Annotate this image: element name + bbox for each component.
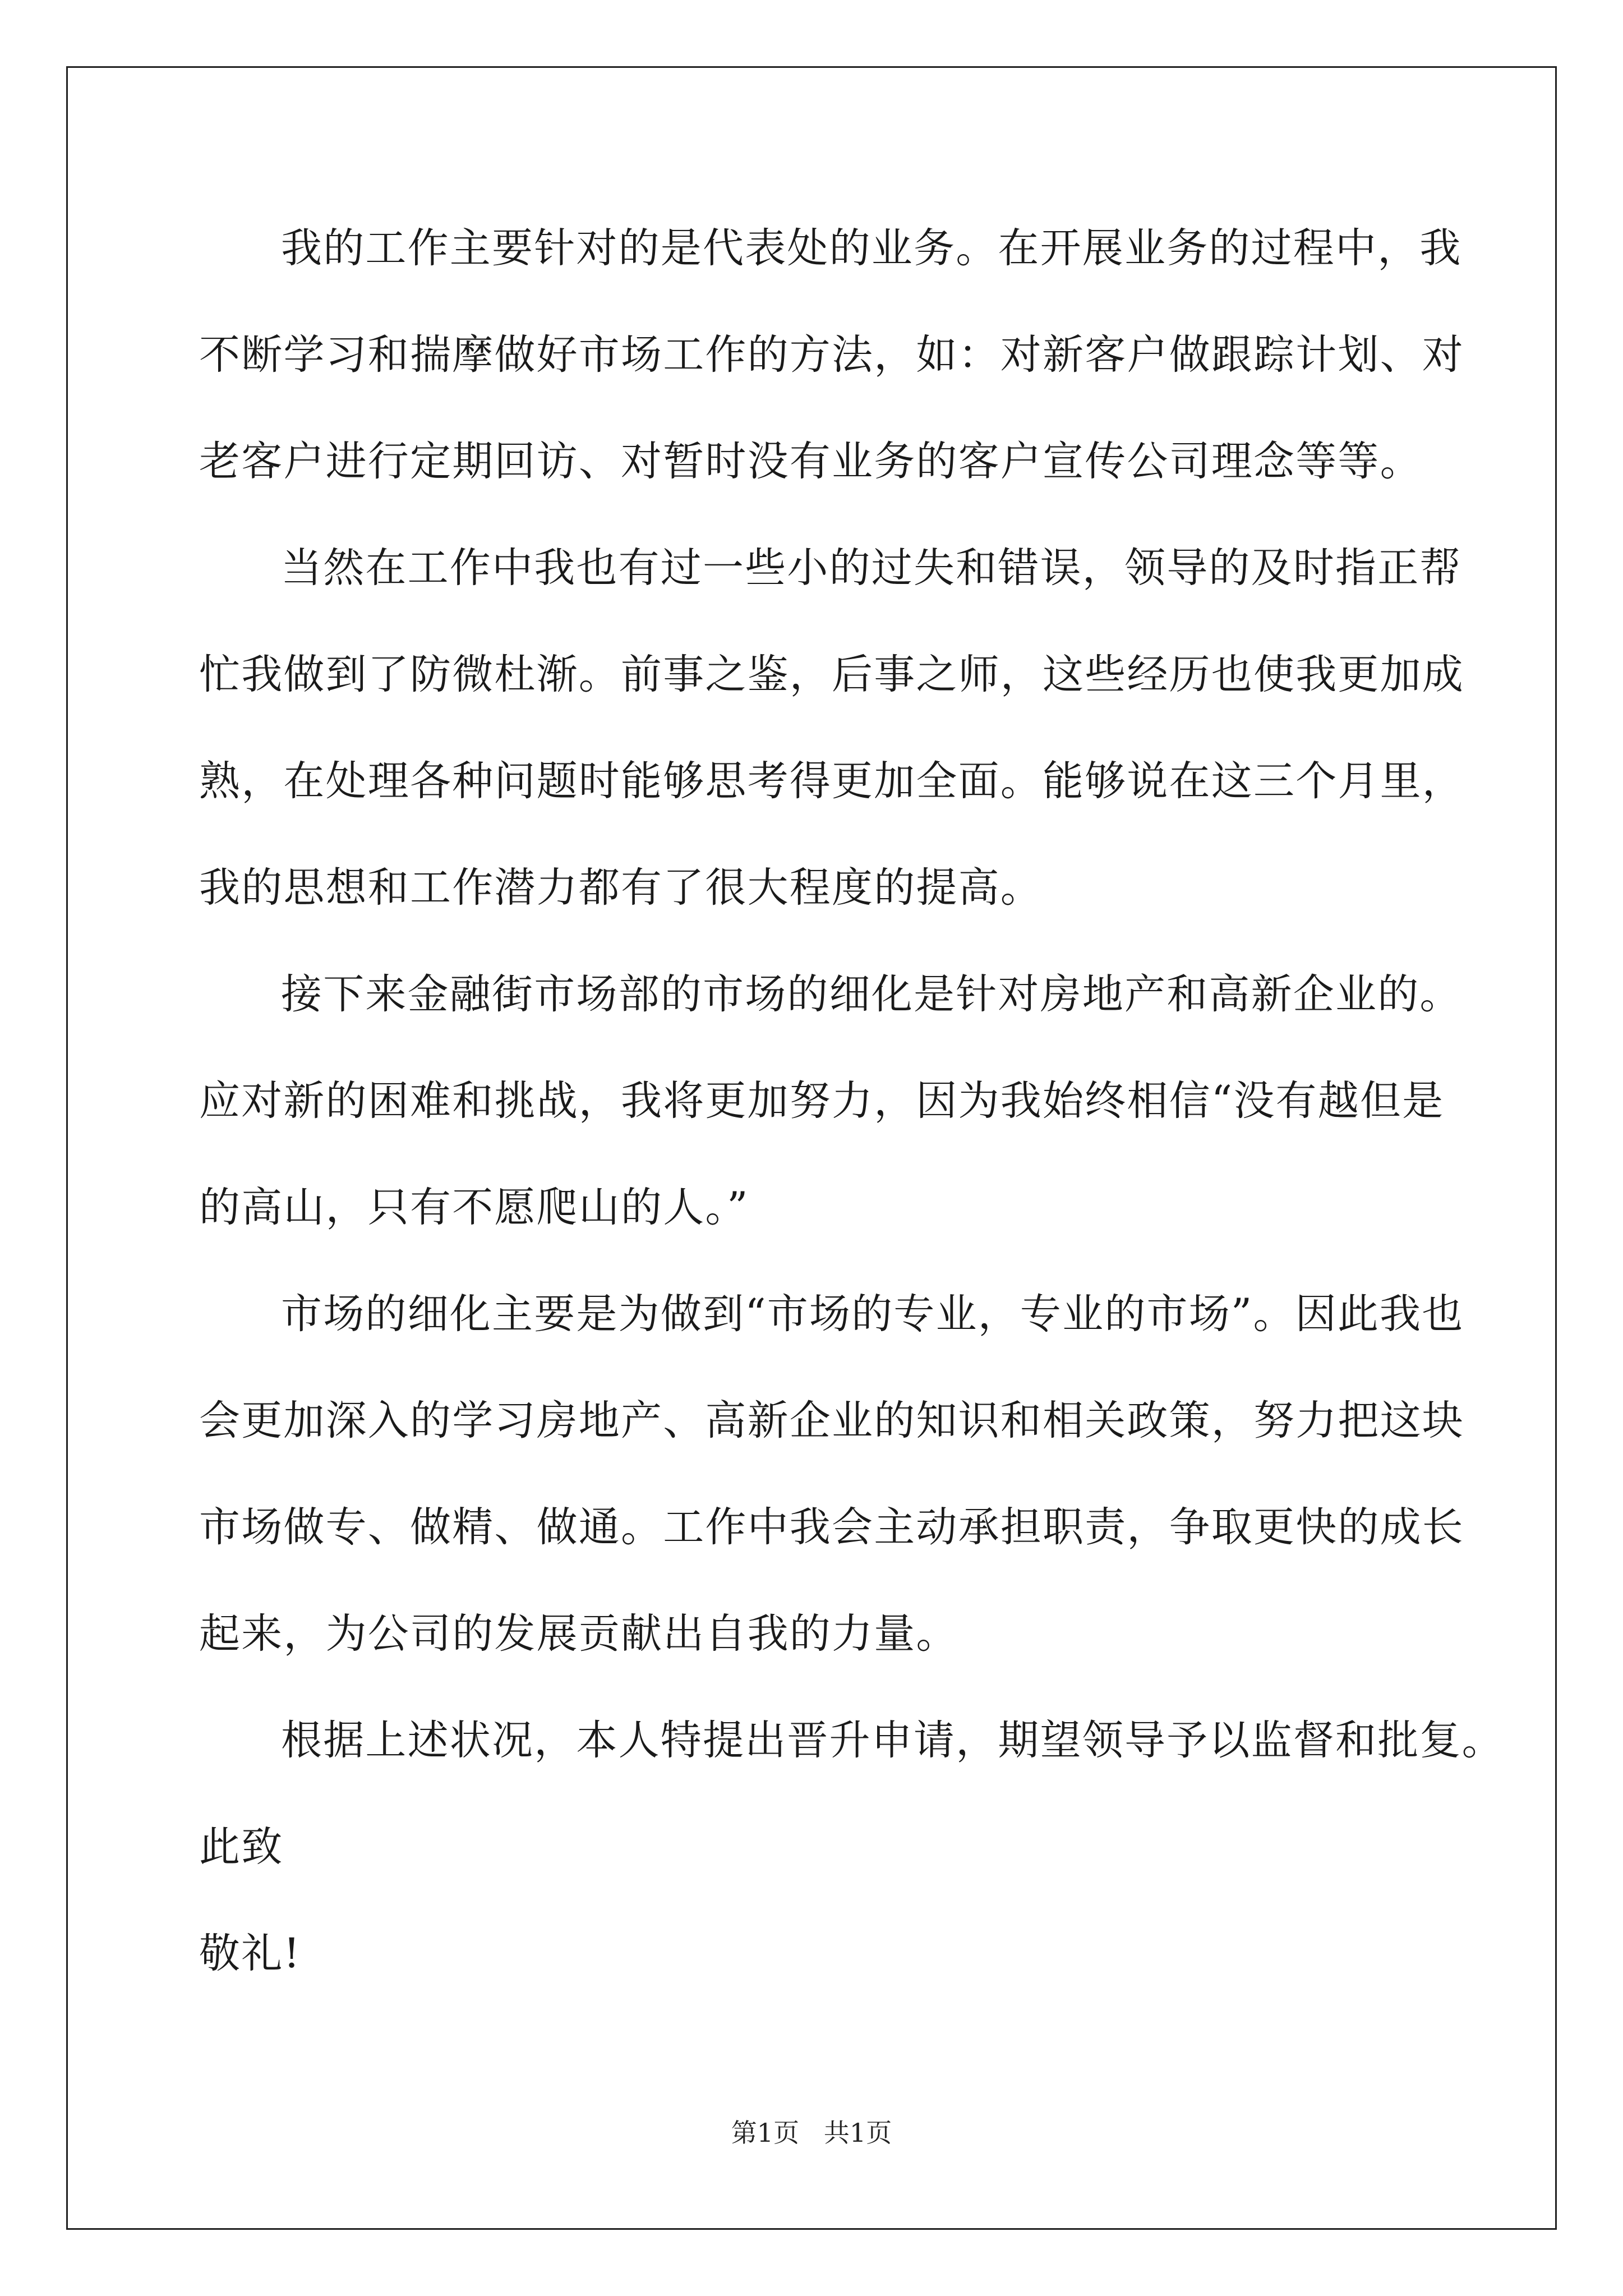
paragraph-line: 我的工作主要针对的是代表处的业务。在开展业务的过程中，我 [281,224,1462,272]
paragraph-line: 市场的细化主要是为做到“市场的专业，专业的市场”。因此我也 [281,1290,1464,1338]
paragraph-line: 起来，为公司的发展贡献出自我的力量。 [199,1610,958,1658]
paragraph-line: 熟，在处理各种问题时能够思考得更加全面。能够说在这三个月里， [199,757,1464,805]
closing-line: 敬礼! [199,1930,301,1977]
paragraph-line: 会更加深入的学习房地产、高新企业的知识和相关政策，努力把这块 [199,1397,1464,1444]
paragraph-line: 忙我做到了防微杜渐。前事之鉴，后事之师，这些经历也使我更加成 [199,651,1464,698]
paragraph-line: 不断学习和揣摩做好市场工作的方法，如：对新客户做跟踪计划、对 [199,331,1464,379]
closing-line: 此致 [199,1823,284,1871]
paragraph-line: 当然在工作中我也有过一些小的过失和错误，领导的及时指正帮 [281,544,1462,592]
page-number-footer: 第1页 共1页 [731,2118,892,2148]
paragraph-line: 我的思想和工作潜力都有了很大程度的提高。 [199,864,1043,912]
page-border [66,66,1557,2230]
paragraph-line: 的高山，只有不愿爬山的人。” [199,1184,749,1231]
paragraph-line: 接下来金融街市场部的市场的细化是针对房地产和高新企业的。 [281,970,1462,1018]
paragraph-line: 应对新的困难和挑战，我将更加努力，因为我始终相信“没有越但是 [199,1077,1445,1125]
paragraph-line: 老客户进行定期回访、对暂时没有业务的客户宣传公司理念等等。 [199,438,1422,485]
paragraph-line: 根据上述状况，本人特提出晋升申请，期望领导予以监督和批复。 [281,1717,1504,1764]
paragraph-line: 市场做专、做精、做通。工作中我会主动承担职责，争取更快的成长 [199,1503,1464,1551]
